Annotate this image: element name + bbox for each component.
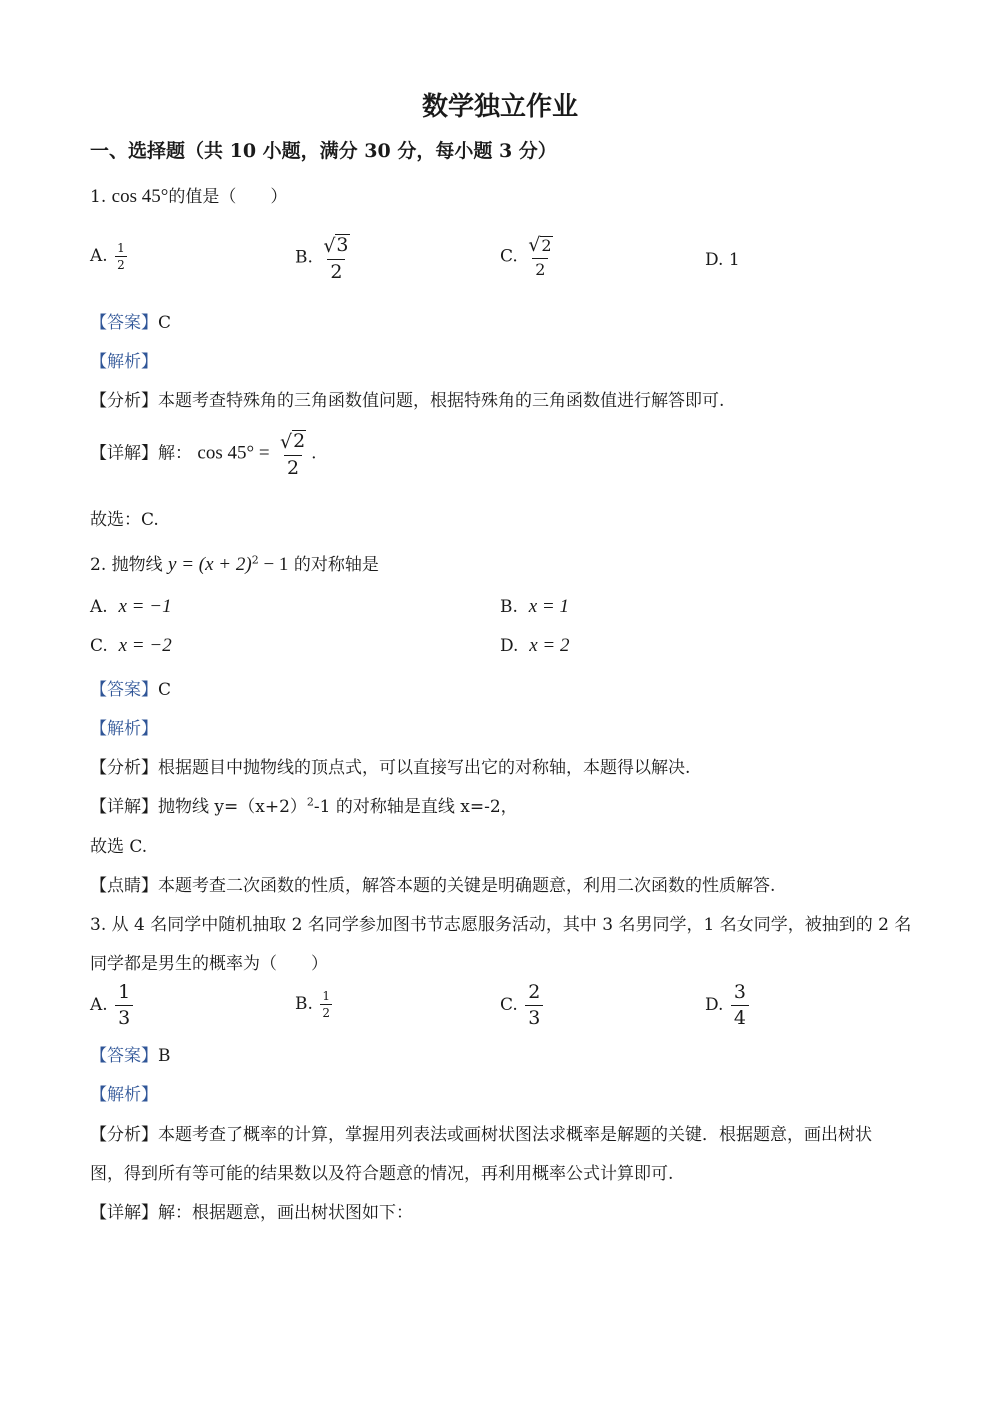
q1-xiangjie: 【详解】解： cos 45° = √ 2 2 . (90, 430, 317, 479)
q2-option-c: C. x = −2 (90, 635, 172, 656)
q2-fenxi: 【分析】根据题目中抛物线的顶点式，可以直接写出它的对称轴，本题得以解决. (90, 758, 691, 778)
q1-analysis-label: 【解析】 (90, 352, 158, 372)
q2-xiangjie: 【详解】抛物线 $y=(x+2)^2-1$ 的对称轴是直线 x=-2， (90, 795, 518, 817)
page-title: 数学独立作业 (421, 92, 578, 122)
q3-fenxi-line2: 图，得到所有等可能的结果数以及符合题意的情况，再利用概率公式计算即可. (90, 1164, 674, 1184)
q1-stem-math: cos 45° (111, 186, 169, 207)
q2-analysis-label: 【解析】 (90, 719, 158, 739)
q2-option-a: A. x = −1 (90, 596, 172, 617)
q3-fenxi-line1: 【分析】本题考查了概率的计算，掌握用列表法或画树状图法求概率是解题的关键．根据题意，画出树状 (90, 1125, 872, 1145)
q3-stem-line1: 3. 从 4 名同学中随机抽取 2 名同学参加图书节志愿服务活动，其中 3 名男同学，1 名女同学，被抽到的 2 名 (90, 915, 912, 935)
q1-stem-suffix: 的值是（ ） (168, 187, 288, 207)
q3-option-b: B. $\frac{1}{2}$ (295, 989, 330, 1020)
q1-option-d: D. 1 (705, 250, 740, 270)
q2-option-b: B. x = 1 (500, 596, 569, 617)
q1-option-c: C. √ 2 2 (500, 234, 552, 279)
q3-option-c: C. $\frac{2}{3}$ (500, 983, 545, 1028)
q3-answer: 【答案】B (90, 1046, 171, 1066)
q1-answer: 【答案】C (90, 313, 172, 333)
q3-stem-line2: 同学都是男生的概率为（ ） (90, 954, 328, 974)
q2-dianjing: 【点睛】本题考查二次函数的性质，解答本题的关键是明确题意，利用二次函数的性质解答. (90, 876, 776, 896)
q1-stem (90, 182, 287, 208)
q1-option-a: A. $\frac{1}{2}$ (90, 241, 125, 272)
q3-option-a: A. $\frac{1}{3}$ (90, 983, 135, 1028)
q1-fenxi: 【分析】本题考查特殊角的三角函数值问题，根据特殊角的三角函数值进行解答即可. (90, 391, 725, 411)
q3-analysis-label: 【解析】 (90, 1085, 158, 1105)
q2-answer: 【答案】C (90, 680, 172, 700)
q1-number: 1. (90, 187, 107, 207)
q1-option-b: B. √ 3 2 (295, 234, 349, 283)
q1-conclusion: 故选：C. (90, 510, 159, 530)
q2-conclusion: 故选 C. (90, 837, 148, 857)
q3-xiangjie: 【详解】解：根据题意，画出树状图如下： (90, 1203, 413, 1223)
q2-stem: 2. 抛物线 $y = (x + 2)^2 - 1$ 的对称轴是 (90, 553, 379, 575)
section-heading: 一、选择题（共 10 小题，满分 30 分，每小题 3 分） (90, 140, 557, 162)
q2-option-d: D. x = 2 (500, 635, 570, 656)
q3-option-d: D. $\frac{3}{4}$ (705, 983, 751, 1028)
